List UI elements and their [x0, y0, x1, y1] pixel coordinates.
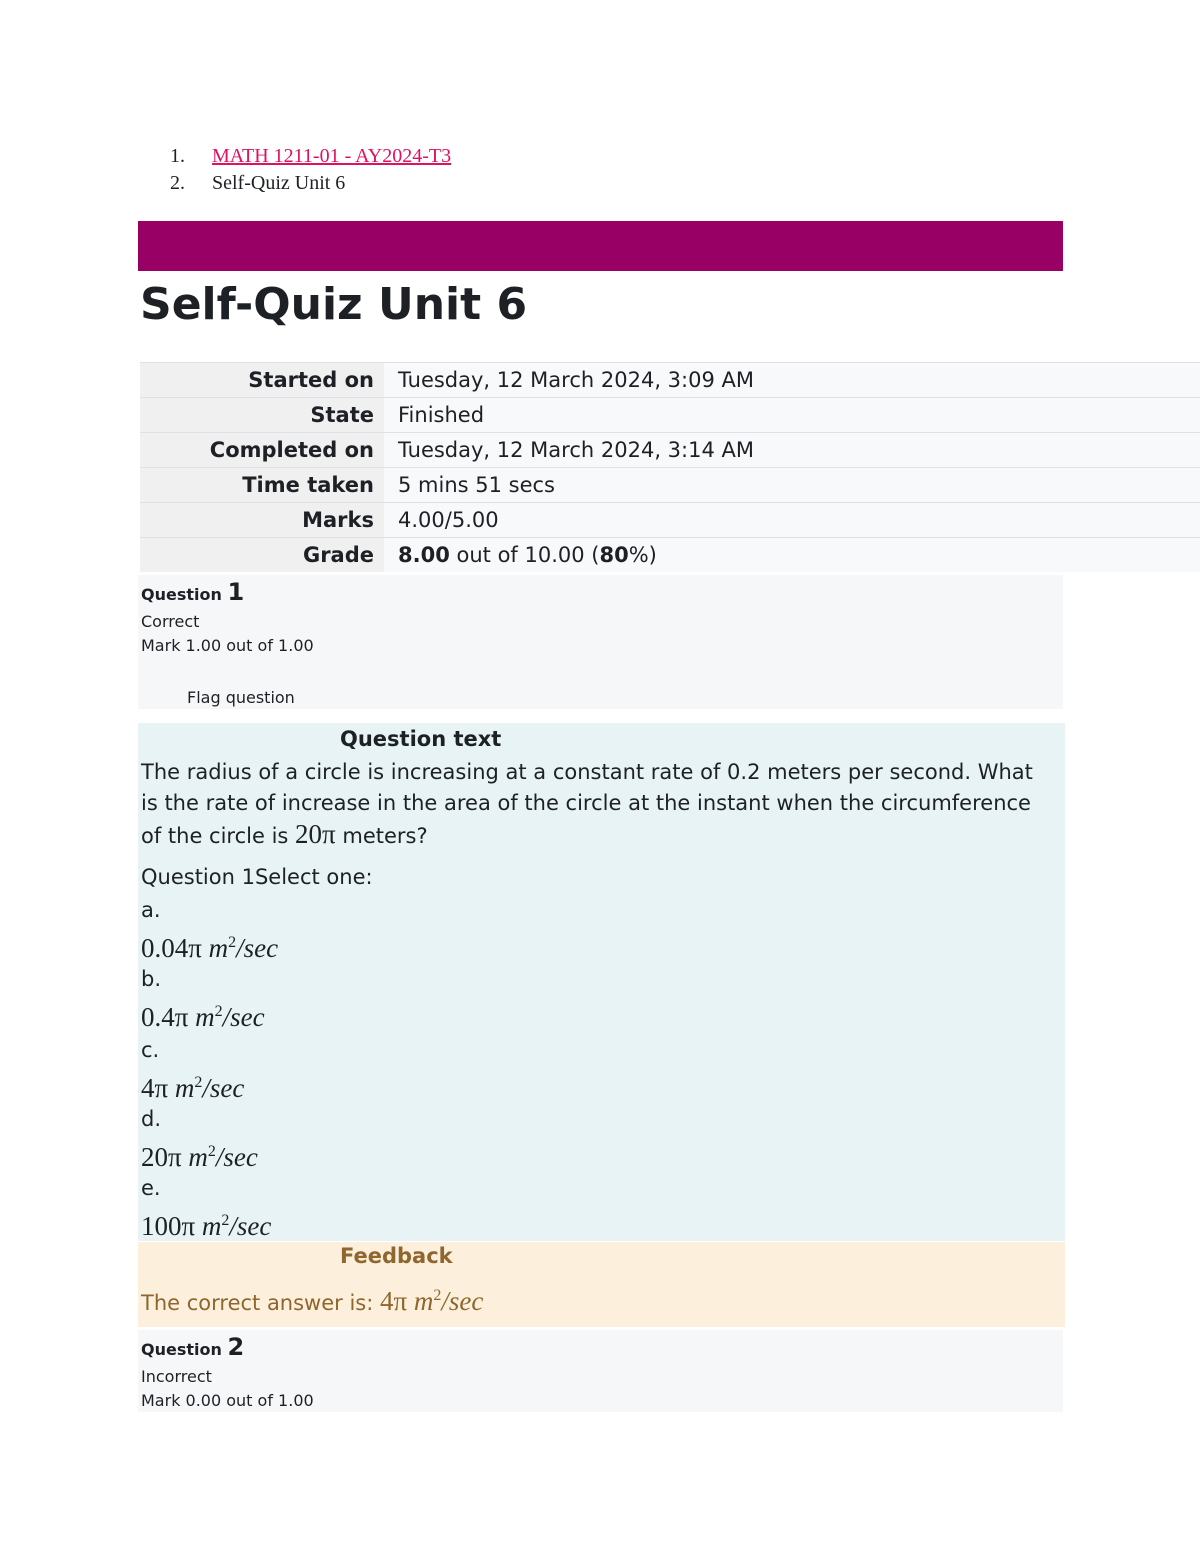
grade-text: out of 10.00 ( — [449, 543, 600, 567]
flag-question-link[interactable]: Flag question — [187, 688, 295, 707]
answer-formula: 20π $m^2/\sec$ — [141, 1142, 258, 1172]
answer-formula: 100π $m^2/\sec$ — [141, 1211, 272, 1241]
answer-formula: 0.4π $m^2/\sec$ — [141, 1002, 265, 1032]
question-text-math: 20π — [295, 819, 336, 849]
breadcrumb-number: 2. — [170, 172, 185, 194]
answer-formula: 0.04π $m^2/\sec$ — [141, 933, 279, 963]
answer-letter: d. — [141, 1107, 162, 1131]
question-1-formulation — [138, 723, 1065, 1241]
summary-label: Time taken — [140, 468, 384, 503]
question-1-feedback — [138, 1242, 1065, 1327]
question-number — [141, 1333, 244, 1364]
answer-letter: c. — [141, 1038, 160, 1062]
summary-row-started — [140, 363, 1200, 398]
question-text-body: The radius of a circle is increasing at a constant rate of 0.2 meters per second. What is the rate of increase in the area of the circle at the instant when the circumference of the circle is — [141, 760, 1033, 848]
question-mark: Mark 0.00 out of 1.00 — [141, 1391, 314, 1410]
breadcrumb-number: 1. — [170, 145, 185, 167]
grade-text-end: %) — [628, 543, 657, 567]
summary-label: Started on — [140, 363, 384, 398]
answer-option-e[interactable] — [141, 1175, 271, 1246]
select-one-prompt: Question 1Select one: — [141, 865, 373, 889]
question-number — [141, 578, 244, 609]
breadcrumb-link-course[interactable]: MATH 1211-01 - AY2024-T3 — [212, 145, 452, 167]
feedback-heading: Feedback — [340, 1244, 453, 1268]
grade-score: 8.00 — [398, 543, 450, 567]
summary-label: State — [140, 398, 384, 433]
breadcrumb-item-course — [170, 143, 451, 170]
question-number-value: 2 — [227, 1333, 245, 1361]
question-number-prefix: Question — [141, 1340, 228, 1359]
answer-letter: a. — [141, 898, 161, 922]
summary-label: Completed on — [140, 433, 384, 468]
summary-value: 4.00/5.00 — [384, 503, 1200, 538]
question-state: Correct — [141, 612, 200, 631]
question-text-end: meters? — [335, 824, 428, 848]
summary-value-grade — [384, 538, 1200, 573]
question-2-info — [138, 1330, 1063, 1412]
answer-option-b[interactable] — [141, 966, 265, 1037]
summary-label: Grade — [140, 538, 384, 573]
summary-value: Tuesday, 12 March 2024, 3:14 AM — [384, 433, 1200, 468]
question-number-value: 1 — [227, 578, 245, 606]
summary-row-completed — [140, 433, 1200, 468]
feedback-text — [141, 1276, 483, 1323]
breadcrumb-item-quiz — [170, 170, 451, 197]
answer-option-d[interactable] — [141, 1106, 258, 1177]
summary-value: Tuesday, 12 March 2024, 3:09 AM — [384, 363, 1200, 398]
page-title: Self-Quiz Unit 6 — [140, 279, 528, 330]
summary-row-grade — [140, 538, 1200, 573]
summary-row-time-taken — [140, 468, 1200, 503]
question-number-prefix: Question — [141, 585, 228, 604]
question-text — [141, 757, 1046, 852]
question-mark: Mark 1.00 out of 1.00 — [141, 636, 314, 655]
summary-label: Marks — [140, 503, 384, 538]
breadcrumb-current: Self-Quiz Unit 6 — [212, 172, 346, 194]
summary-row-state — [140, 398, 1200, 433]
summary-row-marks — [140, 503, 1200, 538]
grade-percent: 80 — [599, 543, 629, 567]
summary-value: Finished — [384, 398, 1200, 433]
answer-formula: 4π $m^2/\sec$ — [141, 1073, 245, 1103]
answer-option-c[interactable] — [141, 1037, 244, 1108]
quiz-summary-table — [140, 362, 1200, 572]
question-state: Incorrect — [141, 1367, 212, 1386]
page-header-bar — [138, 221, 1063, 271]
answer-option-a[interactable] — [141, 897, 278, 968]
feedback-label: The correct answer is: — [141, 1291, 380, 1315]
answer-letter: b. — [141, 967, 162, 991]
breadcrumb — [170, 143, 451, 197]
summary-value: 5 mins 51 secs — [384, 468, 1200, 503]
answer-letter: e. — [141, 1176, 161, 1200]
question-text-heading: Question text — [340, 727, 502, 751]
feedback-formula: 4π $m^2/\sec$ — [380, 1286, 484, 1316]
question-1-info — [138, 575, 1063, 709]
